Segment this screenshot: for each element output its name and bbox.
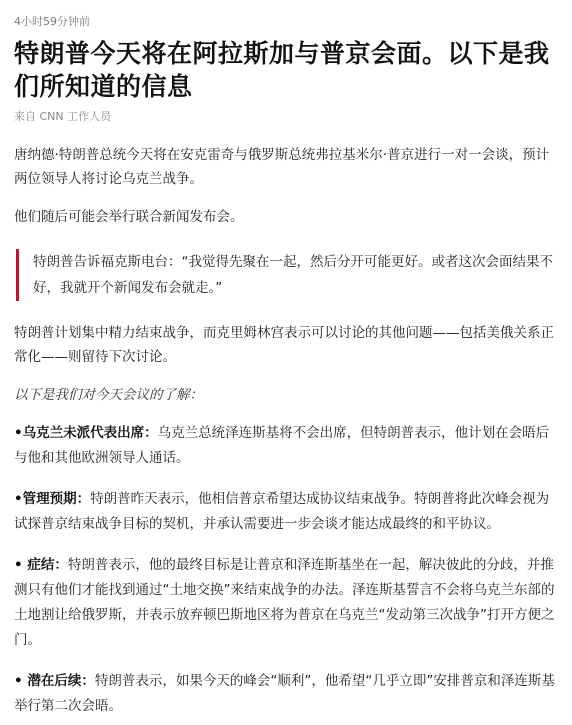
bullet-text: 特朗普表示，如果今天的峰会“顺利”，他希望“几乎立即”安排普京和泽连斯基举行第二次会晤。	[14, 673, 555, 714]
pull-quote: 特朗普告诉福克斯电台：“我觉得先聚在一起，然后分开可能更好。或者这次会面结果不好，我就开个新闻发布会就走。”	[16, 249, 556, 301]
article-headline: 特朗普今天将在阿拉斯加与普京会面。以下是我们所知道的信息	[14, 39, 550, 101]
publish-timestamp: 4小时59分钟前	[14, 15, 90, 28]
list-intro: 以下是我们对今天会议的了解：	[14, 387, 203, 403]
bullet-item-ukraine	[14, 421, 556, 471]
body-paragraph-2: 他们随后可能会举行联合新闻发布会。	[14, 209, 244, 225]
bullet-item-crux	[14, 553, 556, 653]
bullet-label: •管理预期：	[14, 491, 91, 507]
bullet-text: 特朗普表示，他的最终目标是让普京和泽连斯基坐在一起，解决彼此的分歧，并推测只有他们才能找到通过“土地交换”来结束战争的办法。泽连斯基誓言不会将乌克兰东部的土地割让给俄罗斯，并表示放弃顿巴斯地区将为普京在乌克兰“发动第三次战争”打开方便之门。	[14, 557, 555, 648]
article-source: 来自 CNN 工作人员	[14, 110, 112, 123]
body-paragraph-3: 特朗普计划集中精力结束战争，而克里姆林宫表示可以讨论的其他问题——包括美俄关系正常化——则留待下次讨论。	[14, 325, 554, 365]
bullet-label: •乌克兰未派代表出席：	[14, 425, 158, 441]
bullet-item-followup	[14, 669, 556, 719]
bullet-text: 特朗普昨天表示，他相信普京希望达成协议结束战争。特朗普将此次峰会视为试探普京结束战争目标的契机，并承认需要进一步会谈才能达成最终的和平协议。	[14, 491, 550, 532]
bullet-label: • 症结：	[14, 557, 68, 573]
bullet-text: 乌克兰总统泽连斯基将不会出席，但特朗普表示，他计划在会晤后与他和其他欧洲领导人通话。	[14, 425, 550, 466]
bullet-item-expectations	[14, 487, 556, 537]
bullet-label: • 潜在后续：	[14, 673, 95, 689]
body-paragraph-1: 唐纳德·特朗普总统今天将在安克雷奇与俄罗斯总统弗拉基米尔·普京进行一对一会谈，预计两位领导人将讨论乌克兰战争。	[14, 147, 550, 187]
